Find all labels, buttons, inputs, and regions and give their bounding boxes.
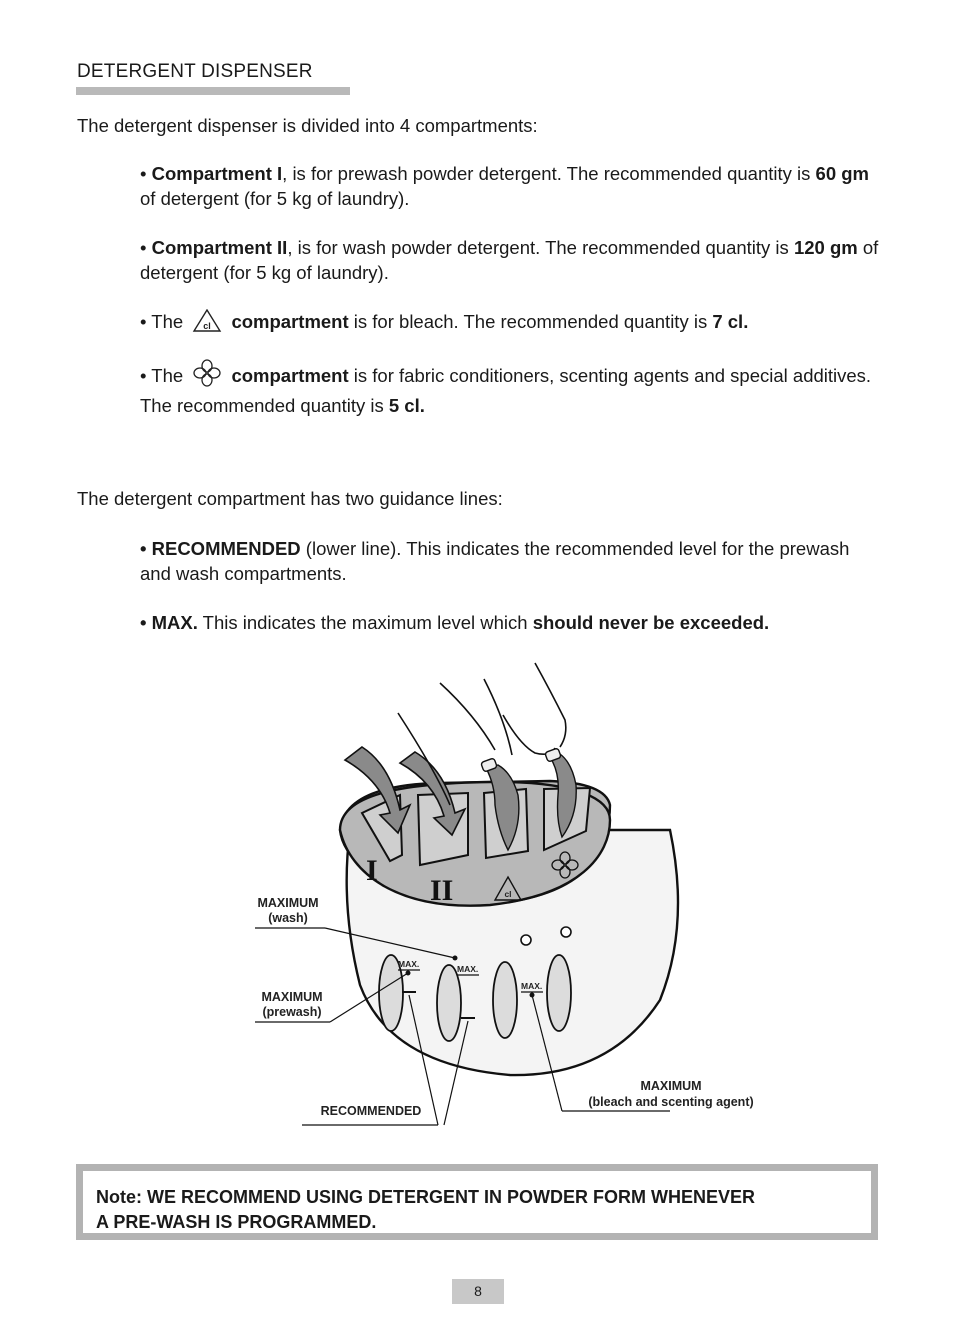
bleach-icon-text: cl [203,321,212,331]
label-max-wash-2: (wash) [268,911,308,925]
note-line-2: A PRE-WASH IS PROGRAMMED. [96,1212,377,1232]
note-line-1: Note: WE RECOMMEND USING DETERGENT IN POWDER FORM WHENEVER [96,1187,756,1207]
note-text [83,1171,871,1233]
label-recommended: RECOMMENDED [320,1104,422,1118]
softener-compartment-item: • The compartment is for fabric conditioners, scenting agents and special additives. The recommended quantity is 5 cl. [140,359,880,418]
flower-softener-icon [192,359,222,393]
bleach-compartment-item: • The cl compartment is for bleach. The recommended quantity is 7 cl. [140,309,880,339]
page-number: 8 [452,1279,504,1304]
guidance-recommended-item: • RECOMMENDED (lower line). This indicates the recommended level for the prewash and wash compartments. [140,538,850,584]
label-max-bleach-2: (bleach and scenting agent) [588,1095,754,1109]
section-heading: DETERGENT DISPENSER [77,61,313,82]
heading-underline-bar [76,87,350,95]
label-max-wash-1: MAXIMUM [257,896,319,910]
guidance-max-item: • MAX. This indicates the maximum level which should never be exceeded. [140,612,770,633]
label-max-prewash-1: MAXIMUM [261,990,323,1004]
diagram-bleach-text: cl [504,889,512,899]
compartment-2-item: • Compartment II, is for wash powder detergent. The recommended quantity is 120 gm of detergent (for 5 kg of laundry). [140,237,879,283]
compartment-1-item: • Compartment I, is for prewash powder detergent. The recommended quantity is 60 gm of detergent (for 5 kg of laundry). [140,163,869,209]
guidance-intro-text: The detergent compartment has two guidance lines: [77,488,503,509]
max-mark-3: MAX. [521,981,543,991]
max-mark-2: MAX. [457,964,479,974]
roman-numeral-1: I [366,854,378,887]
max-mark-1: MAX. [398,959,420,969]
intro-text: The detergent dispenser is divided into 4 compartments: [77,115,538,136]
roman-numeral-2: II [430,874,454,907]
bleach-icon [192,309,222,339]
dispenser-diagram [250,655,780,1140]
label-max-prewash-2: (prewash) [262,1005,322,1019]
label-max-bleach-1: MAXIMUM [640,1079,702,1093]
note-box [76,1164,878,1240]
